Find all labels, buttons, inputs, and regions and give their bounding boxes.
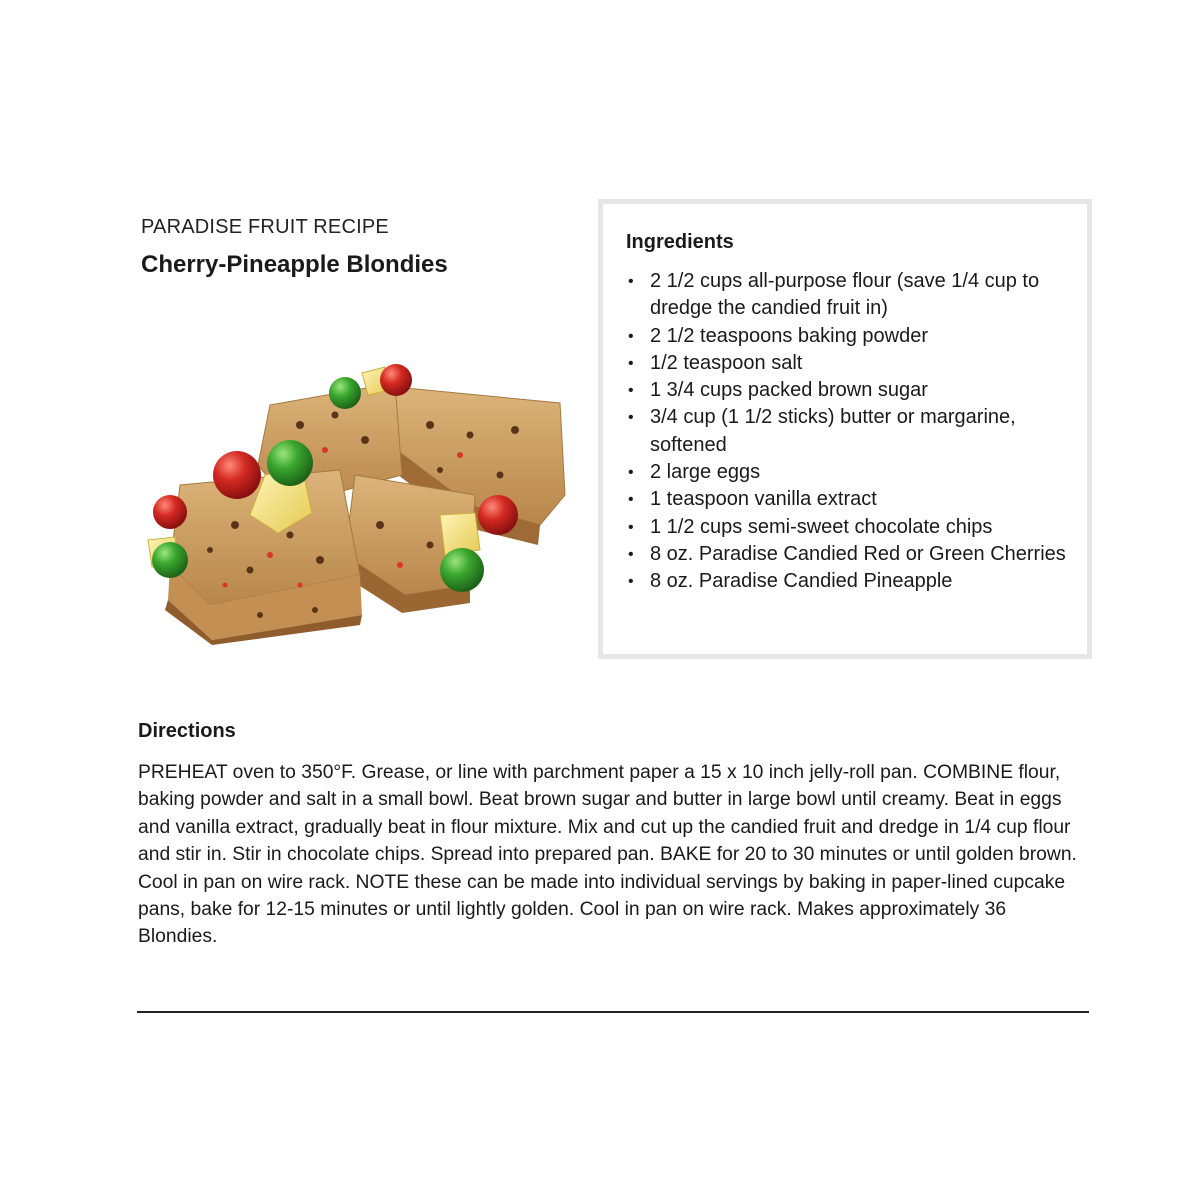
green-cherry bbox=[267, 440, 313, 486]
red-cherry bbox=[380, 364, 412, 396]
ingredient-item: • 1/2 teaspoon salt bbox=[626, 350, 1066, 377]
ingredient-item: • 1 1/2 cups semi-sweet chocolate chips bbox=[626, 514, 1066, 541]
ingredient-item: • 2 1/2 cups all-purpose flour (save 1/4 cup to dredge the candied fruit in) bbox=[626, 268, 1066, 323]
green-cherry bbox=[329, 377, 361, 409]
recipe-title: Cherry-Pineapple Blondies bbox=[141, 251, 448, 278]
ingredient-item: • 2 1/2 teaspoons baking powder bbox=[626, 323, 1066, 350]
directions-heading: Directions bbox=[138, 720, 236, 742]
blondies-photo bbox=[140, 355, 572, 645]
ingredient-item: • 8 oz. Paradise Candied Pineapple bbox=[626, 568, 1066, 595]
ingredient-item: • 8 oz. Paradise Candied Red or Green Cherries bbox=[626, 541, 1066, 568]
recipe-eyebrow: PARADISE FRUIT RECIPE bbox=[141, 216, 389, 238]
ingredient-item: • 3/4 cup (1 1/2 sticks) butter or margarine, softened bbox=[626, 404, 1066, 459]
red-cherry bbox=[213, 451, 261, 499]
red-cherry bbox=[153, 495, 187, 529]
ingredients-panel bbox=[598, 199, 1092, 659]
bottom-divider bbox=[137, 1011, 1089, 1013]
green-cherry bbox=[152, 542, 188, 578]
red-cherry bbox=[478, 495, 518, 535]
ingredient-item: • 2 large eggs bbox=[626, 459, 1066, 486]
directions-text: PREHEAT oven to 350°F. Grease, or line with parchment paper a 15 x 10 inch jelly-roll pan. COMBINE flour, baking powder and salt in a small bowl. Beat brown sugar and butter in large bowl until creamy. Beat in eggs and vanilla extract, gradually beat in flour mixture. Mix and cut up the candied fruit and dredge in 1/4 cup flour and stir in. Stir in chocolate chips. Spread into prepared pan. BAKE for 20 to 30 minutes or until golden brown. Cool in pan on wire rack. NOTE these can be made into individual servings by baking in paper-lined cupcake pans, bake for 12-15 minutes or until lightly golden. Cool in pan on wire rack. Makes approximately 36 Blondies. bbox=[138, 762, 1077, 948]
ingredients-list bbox=[626, 268, 1066, 596]
green-cherry bbox=[440, 548, 484, 592]
ingredients-heading: Ingredients bbox=[626, 231, 734, 253]
ingredient-item: • 1 3/4 cups packed brown sugar bbox=[626, 377, 1066, 404]
ingredient-item: • 1 teaspoon vanilla extract bbox=[626, 486, 1066, 513]
